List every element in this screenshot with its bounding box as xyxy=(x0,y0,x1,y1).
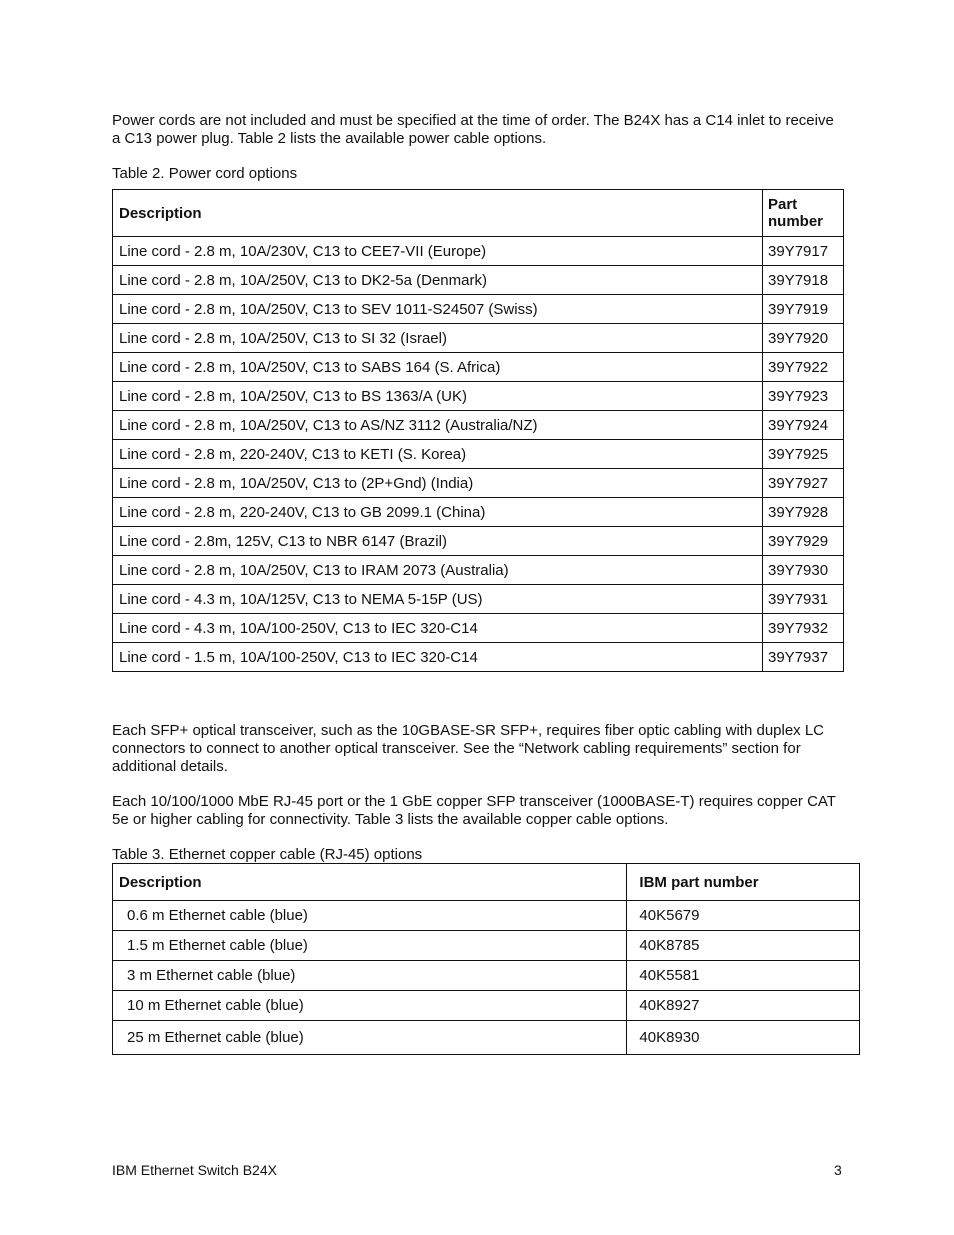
rj45-paragraph: Each 10/100/1000 MbE RJ-45 port or the 1 GbE copper SFP transceiver (1000BASE-T) requires copper CAT 5e or higher cabling for connectivity. Table 3 lists the available copper cable options. xyxy=(112,793,836,828)
cell-description: Line cord - 4.3 m, 10A/125V, C13 to NEMA 5-15P (US) xyxy=(113,585,763,614)
table-row xyxy=(113,643,844,672)
sfp-paragraph: Each SFP+ optical transceiver, such as the 10GBASE-SR SFP+, requires fiber optic cabling with duplex LC connectors to connect to another optical transceiver. See the “Network cabling requirements” section for additional details. xyxy=(112,722,825,775)
cell-description: Line cord - 4.3 m, 10A/100-250V, C13 to IEC 320-C14 xyxy=(113,614,763,643)
cell-description: Line cord - 2.8m, 125V, C13 to NBR 6147 (Brazil) xyxy=(113,527,763,556)
cell-part-number: 39Y7917 xyxy=(763,237,844,266)
cell-part-number: 39Y7929 xyxy=(763,527,844,556)
cell-description: 1.5 m Ethernet cable (blue) xyxy=(113,931,627,961)
cell-description: Line cord - 2.8 m, 10A/250V, C13 to AS/NZ 3112 (Australia/NZ) xyxy=(113,411,763,440)
cell-part-number: 40K8785 xyxy=(627,931,860,961)
ethernet-cable-table xyxy=(112,863,860,1055)
cell-description: Line cord - 2.8 m, 220-240V, C13 to KETI (S. Korea) xyxy=(113,440,763,469)
cell-part-number: 39Y7918 xyxy=(763,266,844,295)
column-header-description: Description xyxy=(113,190,763,237)
cell-part-number: 39Y7937 xyxy=(763,643,844,672)
column-header-part-number: Part number xyxy=(763,190,844,237)
cell-description: Line cord - 2.8 m, 10A/250V, C13 to SABS 164 (S. Africa) xyxy=(113,353,763,382)
cell-part-number: 39Y7928 xyxy=(763,498,844,527)
table-row xyxy=(113,295,844,324)
table-header-row xyxy=(113,190,844,237)
footer-document-title: IBM Ethernet Switch B24X xyxy=(112,1162,277,1178)
table-row xyxy=(113,411,844,440)
cell-description: Line cord - 2.8 m, 10A/250V, C13 to IRAM 2073 (Australia) xyxy=(113,556,763,585)
table-row xyxy=(113,324,844,353)
cell-part-number: 39Y7930 xyxy=(763,556,844,585)
table-row xyxy=(113,237,844,266)
cell-description: Line cord - 2.8 m, 220-240V, C13 to GB 2099.1 (China) xyxy=(113,498,763,527)
table-row xyxy=(113,961,860,991)
cell-description: Line cord - 2.8 m, 10A/230V, C13 to CEE7-VII (Europe) xyxy=(113,237,763,266)
table-row xyxy=(113,382,844,411)
cell-description: Line cord - 2.8 m, 10A/250V, C13 to SI 32 (Israel) xyxy=(113,324,763,353)
column-header-ibm-part-number: IBM part number xyxy=(627,864,860,901)
table3-caption: Table 3. Ethernet copper cable (RJ-45) options xyxy=(112,846,423,863)
cell-part-number: 40K8930 xyxy=(627,1021,860,1055)
table-row xyxy=(113,353,844,382)
table-row xyxy=(113,266,844,295)
table-row xyxy=(113,527,844,556)
power-cord-table xyxy=(112,189,844,672)
table-row xyxy=(113,498,844,527)
cell-description: Line cord - 2.8 m, 10A/250V, C13 to SEV 1011-S24507 (Swiss) xyxy=(113,295,763,324)
table-row xyxy=(113,585,844,614)
table-row xyxy=(113,931,860,961)
cell-part-number: 40K8927 xyxy=(627,991,860,1021)
cell-description: 10 m Ethernet cable (blue) xyxy=(113,991,627,1021)
footer-page-number: 3 xyxy=(834,1162,842,1178)
cell-part-number: 39Y7925 xyxy=(763,440,844,469)
cell-part-number: 39Y7932 xyxy=(763,614,844,643)
table-row xyxy=(113,556,844,585)
cell-description: 25 m Ethernet cable (blue) xyxy=(113,1021,627,1055)
cell-part-number: 39Y7922 xyxy=(763,353,844,382)
cell-part-number: 39Y7919 xyxy=(763,295,844,324)
cell-part-number: 39Y7923 xyxy=(763,382,844,411)
cell-part-number: 40K5581 xyxy=(627,961,860,991)
cell-description: Line cord - 2.8 m, 10A/250V, C13 to BS 1363/A (UK) xyxy=(113,382,763,411)
column-header-description: Description xyxy=(113,864,627,901)
cell-description: Line cord - 2.8 m, 10A/250V, C13 to DK2-5a (Denmark) xyxy=(113,266,763,295)
table-row xyxy=(113,614,844,643)
table-header-row xyxy=(113,864,860,901)
table-row xyxy=(113,991,860,1021)
cell-description: 3 m Ethernet cable (blue) xyxy=(113,961,627,991)
table-row xyxy=(113,901,860,931)
table-row xyxy=(113,469,844,498)
cell-part-number: 39Y7931 xyxy=(763,585,844,614)
cell-part-number: 39Y7920 xyxy=(763,324,844,353)
intro-paragraph: Power cords are not included and must be specified at the time of order. The B24X has a C14 inlet to receive a C13 power plug. Table 2 lists the available power cable options. xyxy=(112,112,834,147)
table-row xyxy=(113,1021,860,1055)
cell-part-number: 39Y7924 xyxy=(763,411,844,440)
cell-part-number: 39Y7927 xyxy=(763,469,844,498)
cell-description: Line cord - 1.5 m, 10A/100-250V, C13 to IEC 320-C14 xyxy=(113,643,763,672)
cell-description: Line cord - 2.8 m, 10A/250V, C13 to (2P+Gnd) (India) xyxy=(113,469,763,498)
table-row xyxy=(113,440,844,469)
table2-caption: Table 2. Power cord options xyxy=(112,165,298,182)
cell-description: 0.6 m Ethernet cable (blue) xyxy=(113,901,627,931)
cell-part-number: 40K5679 xyxy=(627,901,860,931)
